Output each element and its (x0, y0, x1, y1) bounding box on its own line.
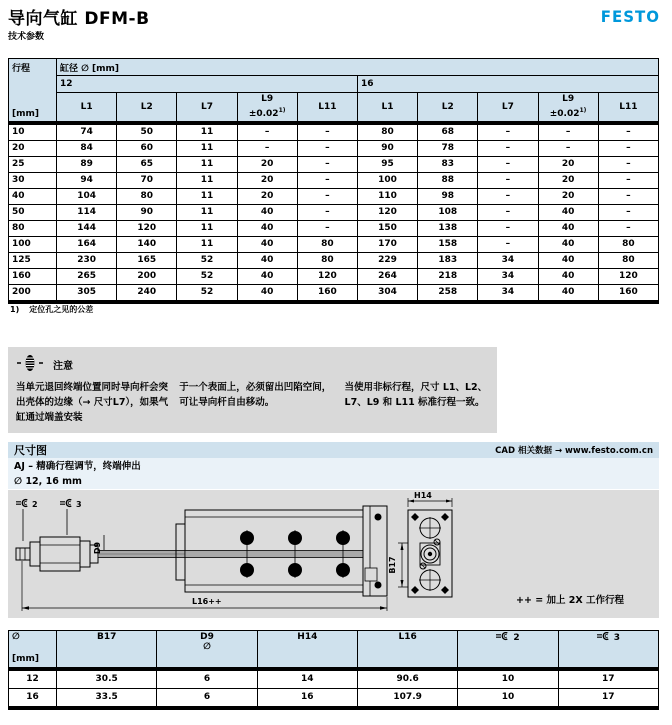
table-cell: 264 (357, 269, 417, 285)
table-cell: 108 (418, 205, 478, 221)
table-cell: 20 (237, 157, 297, 173)
side-view (16, 500, 387, 611)
table-cell: 33.5 (57, 689, 157, 709)
table-cell: 120 (357, 205, 417, 221)
table-cell: 200 (117, 269, 177, 285)
footnote-ref: 1) (10, 305, 20, 314)
col-header-h14: H14 (257, 631, 357, 670)
bore-header-cell: 缸径 ∅ [mm] (57, 59, 659, 76)
table-cell: 52 (177, 285, 237, 303)
table-cell: 94 (57, 173, 117, 189)
table-cell: – (598, 141, 658, 157)
table-cell: 11 (177, 221, 237, 237)
table-cell: 80 (598, 253, 658, 269)
row-label: 16 (9, 689, 57, 709)
table-cell: 6 (157, 689, 257, 709)
table-row (9, 141, 659, 157)
table-header-row (9, 76, 659, 93)
table-cell: 80 (357, 123, 417, 141)
col-header-l1: L1 (57, 93, 117, 124)
table-row (9, 689, 659, 709)
table-cell: – (478, 141, 538, 157)
corner-cell (9, 631, 57, 670)
table-cell: 10 (458, 669, 558, 689)
table-cell: 34 (478, 253, 538, 269)
page-title: 导向气缸 DFM-B (8, 9, 150, 29)
table-cell: 65 (117, 157, 177, 173)
note-title: 注意 (53, 361, 73, 372)
table-header-row (9, 59, 659, 76)
table-cell: – (538, 141, 598, 157)
table-cell: 165 (117, 253, 177, 269)
note-icon (16, 354, 44, 375)
note-text-col3: 当使用非标行程，尺寸 L1、L2、L7、L9 和 L11 标准行程一致。 (344, 382, 488, 408)
table-cell: 138 (418, 221, 478, 237)
table-cell: – (297, 205, 357, 221)
table-cell: 11 (177, 157, 237, 173)
footnote-ref: 1) (278, 107, 286, 114)
table-cell: 104 (57, 189, 117, 205)
table-cell: 304 (357, 285, 417, 303)
table-row (9, 189, 659, 205)
table-cell: 10 (458, 689, 558, 709)
table-cell: 11 (177, 205, 237, 221)
table-cell: 40 (538, 269, 598, 285)
table-cell: – (598, 205, 658, 221)
table-row (9, 157, 659, 173)
table-cell: 34 (478, 269, 538, 285)
col-header-l7: L7 (478, 93, 538, 124)
table-cell: 11 (177, 237, 237, 253)
table-cell: – (538, 123, 598, 141)
table-row (9, 285, 659, 303)
label-h14: H14 (414, 491, 432, 500)
table-cell: 230 (57, 253, 117, 269)
table-header-row (9, 631, 659, 670)
table-cell: 90 (357, 141, 417, 157)
table-cell: – (478, 189, 538, 205)
table-cell: 68 (418, 123, 478, 141)
table-cell: 11 (177, 173, 237, 189)
col-header-sw3: 3 (558, 631, 658, 670)
table-cell: 40 (237, 237, 297, 253)
col-header-sw2: 2 (458, 631, 558, 670)
table-cell: 11 (177, 141, 237, 157)
table-cell: – (598, 157, 658, 173)
table-cell: 240 (117, 285, 177, 303)
wrench-icon (16, 500, 27, 507)
table-subheader-row (9, 93, 659, 124)
table-cell: 98 (418, 189, 478, 205)
b17-dimension (388, 543, 408, 587)
row-label: 100 (9, 237, 57, 253)
table-cell: 52 (177, 269, 237, 285)
row-label: 160 (9, 269, 57, 285)
table-cell: 80 (598, 237, 658, 253)
table-cell: 70 (117, 173, 177, 189)
table-cell: 40 (237, 253, 297, 269)
table-cell: 120 (297, 269, 357, 285)
table-cell: – (598, 189, 658, 205)
table-cell: 80 (297, 237, 357, 253)
table-cell: 158 (418, 237, 478, 253)
table-cell: – (478, 237, 538, 253)
table-row (9, 237, 659, 253)
bore-sizes-label: ∅ 12, 16 mm (14, 476, 82, 487)
end-view (388, 491, 452, 597)
col-header-l2: L2 (117, 93, 177, 124)
table-cell: 80 (117, 189, 177, 205)
col-header-l2: L2 (418, 93, 478, 124)
table-cell: – (297, 141, 357, 157)
table-cell: 40 (237, 269, 297, 285)
table-cell: – (598, 173, 658, 189)
note-text-col2: 于一个表面上，必须留出凹陷空间，可让导向杆自由移动。 (179, 382, 332, 408)
corner-bottom-label: [mm] (12, 654, 39, 664)
table-cell: 229 (357, 253, 417, 269)
table-cell: 258 (418, 285, 478, 303)
table-cell: 6 (157, 669, 257, 689)
row-label: 25 (9, 157, 57, 173)
table-cell: 11 (177, 189, 237, 205)
note-box (8, 347, 497, 433)
bore-12-cell: 12 (57, 76, 358, 93)
col-header-l9: L9 $\pm 0.02^{1)}$ (237, 93, 297, 124)
table-cell: 11 (177, 123, 237, 141)
bore-16-cell: 16 (357, 76, 658, 93)
table-cell: 40 (237, 205, 297, 221)
table-cell: 84 (57, 141, 117, 157)
label-l16: L16++ (192, 597, 222, 606)
table-cell: – (297, 123, 357, 141)
table-cell: 40 (237, 285, 297, 303)
table-cell: 183 (418, 253, 478, 269)
table-cell: 80 (297, 253, 357, 269)
stroke-dimensions-table (8, 58, 659, 304)
table-cell: – (478, 221, 538, 237)
table-cell: 144 (57, 221, 117, 237)
table-cell: 120 (117, 221, 177, 237)
table-cell: – (297, 157, 357, 173)
row-label: 30 (9, 173, 57, 189)
row-label: 10 (9, 123, 57, 141)
table-cell: 305 (57, 285, 117, 303)
table-cell: 60 (117, 141, 177, 157)
table-cell: 52 (177, 253, 237, 269)
table-row (9, 173, 659, 189)
wrench-icon (60, 500, 71, 507)
table-cell: 170 (357, 237, 417, 253)
dim-table-body (9, 669, 659, 708)
table-cell: – (478, 157, 538, 173)
col-header-b17: B17 (57, 631, 157, 670)
label-sw2: 2 (32, 500, 38, 509)
stroke-table-body (9, 123, 659, 302)
technical-drawing (8, 490, 659, 618)
row-label: 200 (9, 285, 57, 303)
table-cell: 265 (57, 269, 117, 285)
row-label: 12 (9, 669, 57, 689)
table-cell: 17 (558, 669, 658, 689)
table-cell: 20 (538, 189, 598, 205)
cad-data-label: CAD 相关数据 (495, 446, 552, 456)
corner-top-label: 行程 (12, 64, 31, 74)
table-cell: 20 (538, 157, 598, 173)
dimension-values-table (8, 630, 659, 710)
table-cell: 83 (418, 157, 478, 173)
table-cell: 40 (237, 221, 297, 237)
table-cell: 16 (257, 689, 357, 709)
table-cell: 20 (538, 173, 598, 189)
table-cell: 110 (357, 189, 417, 205)
corner-top-label: ∅ (12, 632, 20, 642)
table-cell: – (237, 141, 297, 157)
label-d9: D9 (93, 541, 102, 555)
row-label: 50 (9, 205, 57, 221)
l16-dimension (22, 561, 387, 611)
wrench-icon (597, 632, 611, 643)
table-cell: – (598, 123, 658, 141)
label-sw3: 3 (76, 500, 82, 509)
table-cell: 164 (57, 237, 117, 253)
table-row (9, 205, 659, 221)
row-label: 40 (9, 189, 57, 205)
table-cell: 30.5 (57, 669, 157, 689)
table-cell: 88 (418, 173, 478, 189)
row-label: 20 (9, 141, 57, 157)
table-cell: 100 (357, 173, 417, 189)
table-row (9, 221, 659, 237)
row-label: 125 (9, 253, 57, 269)
table-cell: 40 (538, 253, 598, 269)
wrench-icon (496, 632, 510, 643)
row-label: 80 (9, 221, 57, 237)
table-cell: 20 (237, 189, 297, 205)
col-header-l9: L9 $\pm 0.02^{1)}$ (538, 93, 598, 124)
table-cell: 107.9 (357, 689, 457, 709)
table-cell: – (478, 205, 538, 221)
arrow-right-icon: → (554, 446, 563, 456)
corner-bottom-label: [mm] (12, 109, 39, 119)
dimensions-title: 尺寸图 (14, 444, 47, 457)
variant-label: AJ – 精确行程调节，终端伸出 (14, 461, 141, 472)
table-cell: 40 (538, 221, 598, 237)
table-cell: 78 (418, 141, 478, 157)
page-subtitle: 技术参数 (8, 32, 45, 42)
variant-block (8, 458, 659, 489)
label-b17: B17 (388, 556, 397, 574)
table-cell: 160 (598, 285, 658, 303)
table-cell: 40 (538, 237, 598, 253)
col-header-d9: D9 ∅ (157, 631, 257, 670)
table-cell: – (297, 173, 357, 189)
table-row (9, 269, 659, 285)
note-text-col1: 当单元退回终端位置同时导向杆会突出壳体的边缘（→ 尺寸L7），如果气缸通过端盖安装 (16, 382, 169, 423)
table-row (9, 123, 659, 141)
dimensions-section-bar (8, 442, 659, 458)
table-cell: 17 (558, 689, 658, 709)
table-cell: 34 (478, 285, 538, 303)
table-cell: – (297, 189, 357, 205)
cylinder-drawing (8, 490, 659, 618)
table-cell: 40 (538, 285, 598, 303)
table-cell: 40 (538, 205, 598, 221)
col-header-l11: L11 (297, 93, 357, 124)
table-cell: 160 (297, 285, 357, 303)
table-cell: 218 (418, 269, 478, 285)
table-cell: 20 (237, 173, 297, 189)
table-cell: 140 (117, 237, 177, 253)
col-header-l7: L7 (177, 93, 237, 124)
table-cell: 89 (57, 157, 117, 173)
table-cell: 95 (357, 157, 417, 173)
col-header-l11: L11 (598, 93, 658, 124)
festo-logo: FESTO (600, 7, 660, 27)
table-cell: – (478, 173, 538, 189)
table-cell: 90.6 (357, 669, 457, 689)
table-cell: 14 (257, 669, 357, 689)
table-cell: 114 (57, 205, 117, 221)
table-row (9, 669, 659, 689)
footnote-ref: 1) (579, 107, 587, 114)
table-cell: – (237, 123, 297, 141)
table-cell: 90 (117, 205, 177, 221)
table-cell: – (478, 123, 538, 141)
table-cell: 74 (57, 123, 117, 141)
table-cell: 120 (598, 269, 658, 285)
col-header-l16: L16 (357, 631, 457, 670)
table-cell: – (598, 221, 658, 237)
col-header-l1: L1 (357, 93, 417, 124)
footnote-text: 定位孔之见的公差 (29, 305, 94, 314)
table-cell: – (297, 221, 357, 237)
table-row (9, 253, 659, 269)
stroke-note: ++ = 加上 2X 工作行程 (516, 595, 625, 606)
corner-cell (9, 59, 57, 124)
cad-url-link[interactable]: www.festo.com.cn (565, 446, 653, 456)
table-cell: 150 (357, 221, 417, 237)
table-cell: 50 (117, 123, 177, 141)
footnote (10, 304, 93, 315)
